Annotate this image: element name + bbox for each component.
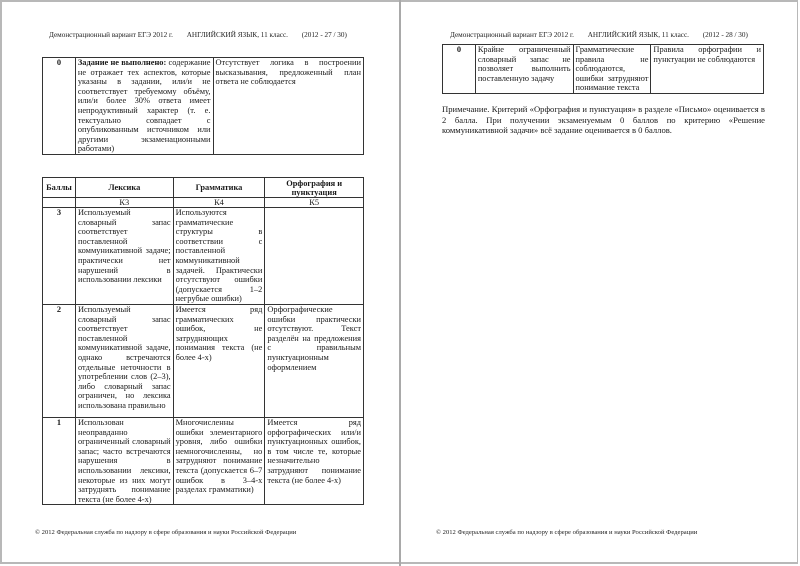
code-cell: К5	[265, 198, 364, 208]
page-28	[401, 0, 799, 566]
grammar-cell: Имеется ряд грамматических ошибок, не затрудняющих понимания текста (не более 4-х)	[173, 304, 265, 417]
grammar-cell: Многочисленны ошибки элементарного уровня, либо ошибки немногочисленны, но затрудняют понимание текста (допускается 6–7 ошибок в 3–4-х разделах грамматики)	[173, 417, 265, 504]
page-footer: © 2012 Федеральная служба по надзору в сфере образования и науки Российской Федерации	[35, 529, 297, 536]
grammar-cell: Грамматические правила не соблюдаются, ошибки затрудняют понимание текста	[573, 45, 651, 94]
score-cell: 1	[43, 417, 76, 504]
score-cell: 0	[43, 58, 76, 155]
score-cell: 0	[443, 45, 476, 94]
lexis-cell: Крайне ограниченный словарный запас не позволяет выполнить поставленную задачу	[475, 45, 573, 94]
page-27	[0, 0, 398, 566]
spelling-cell: Орфографические ошибки практически отсутствуют. Текст разделён на предложения с правильным пунктуационным оформлением	[265, 304, 364, 417]
criteria-table-top	[42, 57, 364, 155]
spelling-cell: Правила орфографии и пунктуации не соблюдаются	[651, 45, 764, 94]
column-header-spelling: Орфография и пунктуация	[265, 178, 364, 198]
spelling-cell	[265, 208, 364, 305]
table-row	[43, 304, 364, 417]
criteria-table-main	[42, 177, 364, 505]
header-page-number: (2012 - 28 / 30)	[702, 31, 748, 39]
code-cell: К4	[173, 198, 265, 208]
table-header-row	[43, 178, 364, 198]
table-row	[43, 208, 364, 305]
column-header-score: Баллы	[43, 178, 76, 198]
content-cell	[75, 58, 213, 155]
header-page-number: (2012 - 27 / 30)	[301, 31, 347, 39]
lexis-cell: Используемый словарный запас соответствует поставленной коммуникативной задаче, однако встречаются отдельные неточности в употреблении слов (2–3), либо словарный запас ограничен, но лексика использована правильно	[75, 304, 173, 417]
page-header	[49, 31, 369, 39]
header-variant: Демонстрационный вариант ЕГЭ 2012 г.	[49, 31, 173, 39]
page-footer: © 2012 Федеральная служба по надзору в сфере образования и науки Российской Федерации	[436, 529, 698, 536]
header-subject: АНГЛИЙСКИЙ ЯЗЫК, 11 класс.	[186, 31, 288, 39]
score-cell: 3	[43, 208, 76, 305]
lexis-cell: Используемый словарный запас соответствует поставленной коммуникативной задаче; практически нет нарушений в использовании лексики	[75, 208, 173, 305]
code-cell	[43, 198, 76, 208]
grammar-cell: Используются грамматические структуры в соответствии с поставленной коммуникативной задачей. Практически отсутствуют ошибки (допускается 1–2 негрубые ошибки)	[173, 208, 265, 305]
column-header-lexis: Лексика	[75, 178, 173, 198]
code-cell: К3	[75, 198, 173, 208]
table-row	[43, 417, 364, 504]
spelling-cell: Имеется ряд орфографических или/и пунктуационных ошибок, в том числе те, которые незначительно затрудняют понимание текста (не более 4-х)	[265, 417, 364, 504]
header-subject: АНГЛИЙСКИЙ ЯЗЫК, 11 класс.	[587, 31, 689, 39]
header-variant: Демонстрационный вариант ЕГЭ 2012 г.	[450, 31, 574, 39]
score-cell: 2	[43, 304, 76, 417]
page-header	[450, 31, 770, 39]
organization-cell: Отсутствует логика в построении высказывания, предложенный план ответа не соблюдается	[213, 58, 364, 155]
content-text: содержание не отражает тех аспектов, которые указаны в задании, или/и не соответствует требуемому объёму, или/и более 30% ответа имеет непродуктивный характер (т. е. текстуально совпадает с опубликованным источником или другими экзаменационными работами)	[77, 58, 211, 154]
criteria-table-continued	[442, 44, 764, 94]
note-paragraph: Примечание. Критерий «Орфография и пунктуация» в разделе «Письмо» оценивается в 2 балла. При получении экзаменуемым 0 баллов по критерию «Решение коммуникативной задачи» всё задание оценивается в 0 баллов.	[442, 104, 765, 136]
content-bold: Задание не выполнено:	[77, 58, 167, 67]
column-header-grammar: Грамматика	[173, 178, 265, 198]
table-codes-row	[43, 198, 364, 208]
lexis-cell: Использован неоправданно ограниченный словарный запас; часто встречаются нарушения в использовании лексики, некоторые из них могут затруднять понимание текста (не более 4-х)	[75, 417, 173, 504]
table-row	[443, 45, 764, 94]
table-row	[43, 58, 364, 155]
